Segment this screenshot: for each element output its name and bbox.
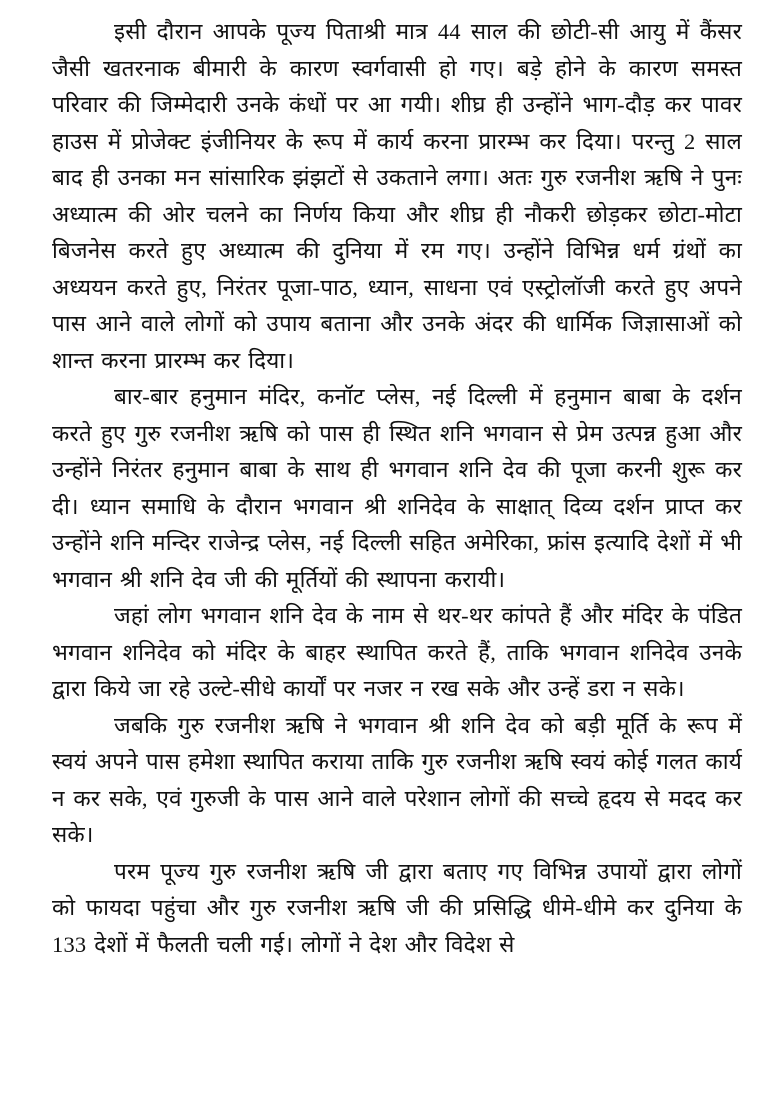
paragraph-4: जबकि गुरु रजनीश ऋषि ने भगवान श्री शनि देव को बड़ी मूर्ति के रूप में स्वयं अपने पास हमेशा स्थापित कराया ताकि गुरु रजनीश ऋषि स्वयं कोई गलत कार्य न कर सके, एवं गुरुजी के पास आने वाले परेशान लोगों की सच्चे हृदय से मदद कर सके।	[52, 712, 742, 847]
paragraph-5: परम पूज्य गुरु रजनीश ऋषि जी द्वारा बताए गए विभिन्न उपायों द्वारा लोगों को फायदा पहुंचा और गुरु रजनीश ऋषि जी की प्रसिद्धि धीमे-धीमे कर दुनिया के 133 देशों में फैलती चली गई। लोगों ने देश और विदेश से	[52, 858, 742, 957]
paragraph-2: बार-बार हनुमान मंदिर, कनॉट प्लेस, नई दिल्ली में हनुमान बाबा के दर्शन करते हुए गुरु रजनीश ऋषि को पास ही स्थित शनि भगवान से प्रेम उत्पन्न हुआ और उन्होंने निरंतर हनुमान बाबा के साथ ही भगवान शनि देव की पूजा करनी शुरू कर दी। ध्यान समाधि के दौरान भगवान श्री शनिदेव के साक्षात् दिव्य दर्शन प्राप्त कर उन्होंने शनि मन्दिर राजेन्द्र प्लेस, नई दिल्ली सहित अमेरिका, फ्रांस इत्यादि देशों में भी भगवान श्री शनि देव जी की मूर्तियों की स्थापना करायी।	[52, 384, 742, 592]
paragraph-1: इसी दौरान आपके पूज्य पिताश्री मात्र 44 साल की छोटी-सी आयु में कैंसर जैसी खतरनाक बीमारी के कारण स्वर्गवासी हो गए। बड़े होने के कारण समस्त परिवार की जिम्मेदारी उनके कंधों पर आ गयी। शीघ्र ही उन्होंने भाग-दौड़ कर पावर हाउस में प्रोजेक्ट इंजीनियर के रूप में कार्य करना प्रारम्भ कर दिया। परन्तु 2 साल बाद ही उनका मन सांसारिक झंझटों से उकताने लगा। अतः गुरु रजनीश ऋषि ने पुनः अध्यात्म की ओर चलने का निर्णय किया और शीघ्र ही नौकरी छोड़कर छोटा-मोटा बिजनेस करते हुए अध्यात्म की दुनिया में रम गए। उन्होंने विभिन्न धर्म ग्रंथों का अध्ययन करते हुए, निरंतर पूजा-पाठ, ध्यान, साधना एवं एस्ट्रोलॉजी करते हुए अपने पास आने वाले लोगों को उपाय बताना और उनके अंदर की धार्मिक जिज्ञासाओं को शान्त करना प्रारम्भ कर दिया।	[52, 19, 742, 373]
paragraph-3: जहां लोग भगवान शनि देव के नाम से थर-थर कांपते हैं और मंदिर के पंडित भगवान शनिदेव को मंदिर के बाहर स्थापित करते हैं, ताकि भगवान शनिदेव उनके द्वारा किये जा रहे उल्टे-सीधे कार्यों पर नजर न रख सके और उन्हें डरा न सके।	[52, 603, 742, 701]
